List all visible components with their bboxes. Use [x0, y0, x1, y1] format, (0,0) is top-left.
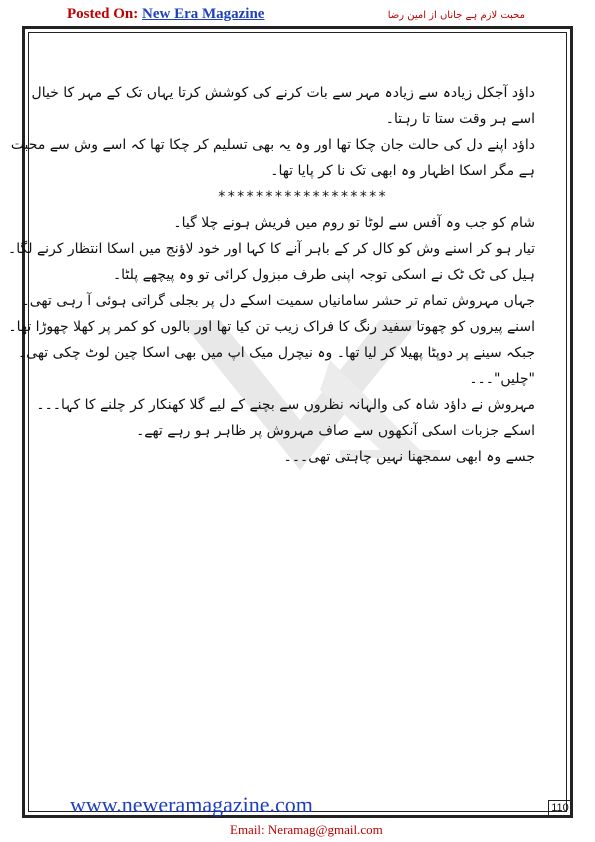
paragraph-line: جہاں مہروش تمام تر حشر سامانیاں سمیت اسکے دل پر بجلی گراتی ہوئی آ رہی تھی۔: [21, 293, 535, 309]
paragraph-line: اسے ہر وقت ستا تا رہتا۔: [385, 111, 535, 127]
posted-on-header: [67, 6, 264, 23]
paragraph-line: شام کو جب وہ آفس سے لوٹا تو روم میں فریش ہونے چلا گیا۔: [173, 215, 535, 231]
section-divider: ******************: [217, 189, 388, 205]
paragraph-line: ہے مگر اسکا اظہار وہ ابھی تک نا کر پایا تھا۔: [270, 163, 535, 179]
footer-email[interactable]: Email: Neramag@gmail.com: [230, 822, 383, 837]
story-text: [8, 80, 535, 470]
paragraph-line: جبکہ سینے پر دوپٹا پھیلا کر لیا تھا۔ وہ نیچرل میک اپ میں بھی اسکا چین لوٹ چکی تھی۔: [17, 345, 535, 361]
book-title-author: محبت لازم ہے جاناں از امین رضا: [387, 10, 525, 21]
paragraph-line: ہیل کی ٹک ٹک نے اسکی توجہ اپنی طرف مبزول کرائی تو وہ پیچھے پلٹا۔: [112, 267, 535, 283]
website-link[interactable]: www.neweramagazine.com: [70, 792, 313, 817]
paragraph-line: تیار ہو کر اسنے وش کو کال کر کے باہر آنے کا کہا اور خود لاؤنج میں اسکا انتظار کرنے لگا۔: [8, 241, 535, 257]
paragraph-line: مہروش نے داؤد شاہ کی والہانہ نظروں سے بچنے کے لیے گلا کھنکار کر چلنے کا کہا۔۔۔: [36, 397, 535, 413]
paragraph-line: اسنے پیروں کو چھوتا سفید رنگ کا فراک زیب تن کیا تھا اور بالوں کو کمر پر کھلا چھوڑا تھا۔: [8, 319, 535, 335]
paragraph-line: اسکے جزبات اسکی آنکھوں سے صاف مہروش پر ظاہر ہو رہے تھے۔: [136, 423, 535, 439]
paragraph-line: داؤد اپنے دل کی حالت جان چکا تھا اور وہ یہ بھی تسلیم کر چکا تھا کہ اسے وش سے محبت: [10, 137, 535, 153]
magazine-link[interactable]: New Era Magazine: [142, 6, 265, 22]
paragraph-line: داؤد آجکل زیادہ سے زیادہ مہر سے بات کرنے کی کوشش کرتا یہاں تک کے مہر کا خیال: [31, 85, 535, 101]
paragraph-line: "چلیں"۔۔۔: [469, 371, 535, 387]
paragraph-line: جسے وہ ابھی سمجھنا نہیں چاہتی تھی۔۔۔: [283, 449, 535, 465]
posted-on-label: Posted On:: [67, 6, 139, 22]
page-number: 110: [548, 800, 571, 815]
